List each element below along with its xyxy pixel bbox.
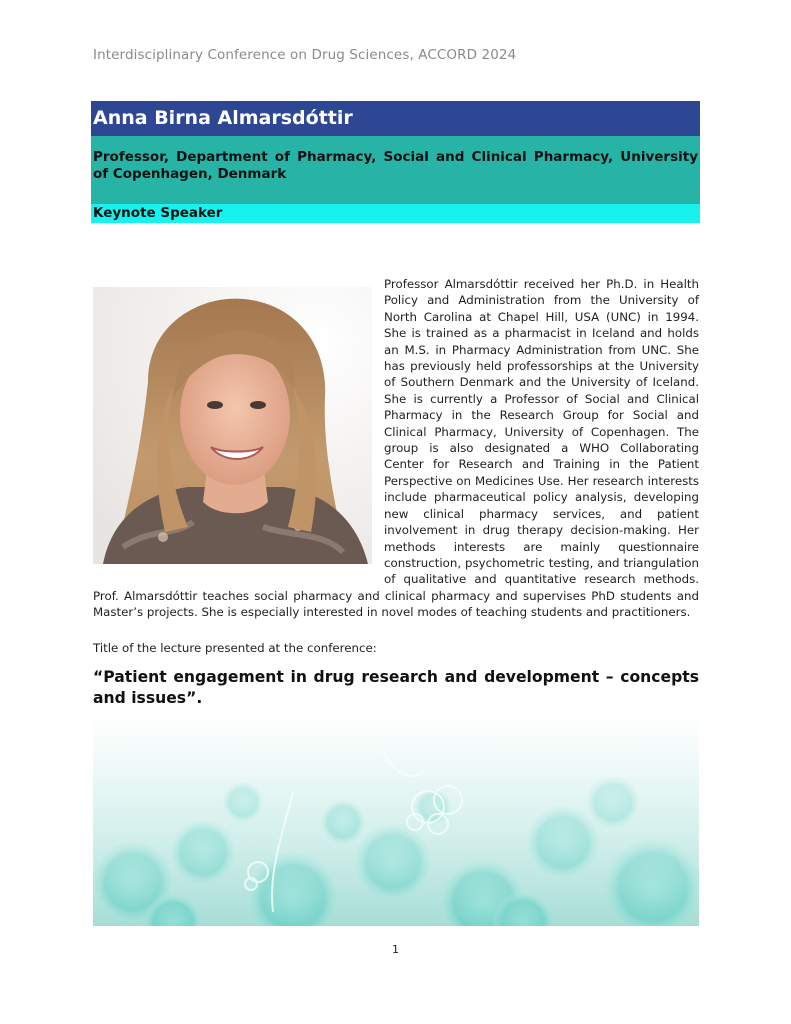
speaker-affiliation: Professor, Department of Pharmacy, Social and Clinical Pharmacy, University of Copenhagen, Denmark [91,136,700,204]
speaker-bio [93,276,699,621]
lecture-title: “Patient engagement in drug research and development – concepts and issues”. [93,668,699,707]
running-header: Interdisciplinary Conference on Drug Sciences, ACCORD 2024 [93,47,517,63]
bubbles-banner-icon [93,712,699,926]
speaker-name: Anna Birna Almarsdóttir [91,101,700,136]
photo-wrap-spacer [93,276,384,574]
page-number: 1 [392,943,399,956]
decorative-banner [93,712,699,926]
speaker-role: Keynote Speaker [91,204,700,223]
bio-text: Professor Almarsdóttir received her Ph.D. in Health Policy and Administration from the University of North Carolina at Chapel Hill, USA (UNC) in 1994. She is trained as a pharmacist in Iceland and holds an M.S. in Pharmacy Administration from UNC. She has previously held professorships at the University of Southern Denmark and the University of Iceland. She is currently a Professor of Social and Clinical Pharmacy in the Research Group for Social and Clinical Pharmacy, University of Copenhagen. The group is also designated a WHO Collaborating Center for Research and Training in the Patient Perspective on Medicines Use. Her research interests include pharmaceutical policy analysis, developing new clinical pharmacy services, and patient involvement in drug therapy decision-making. Her methods interests are mainly questionnaire construction, psychometric testing, and triangulation of qualitative and quantitative research methods. Prof. Almarsdóttir teaches social pharmacy and clinical pharmacy and supervises PhD students and Master’s projects. She is especially interested in novel modes of teaching students and practitioners. [93,277,699,620]
lecture-label: Title of the lecture presented at the conference: [93,641,377,655]
